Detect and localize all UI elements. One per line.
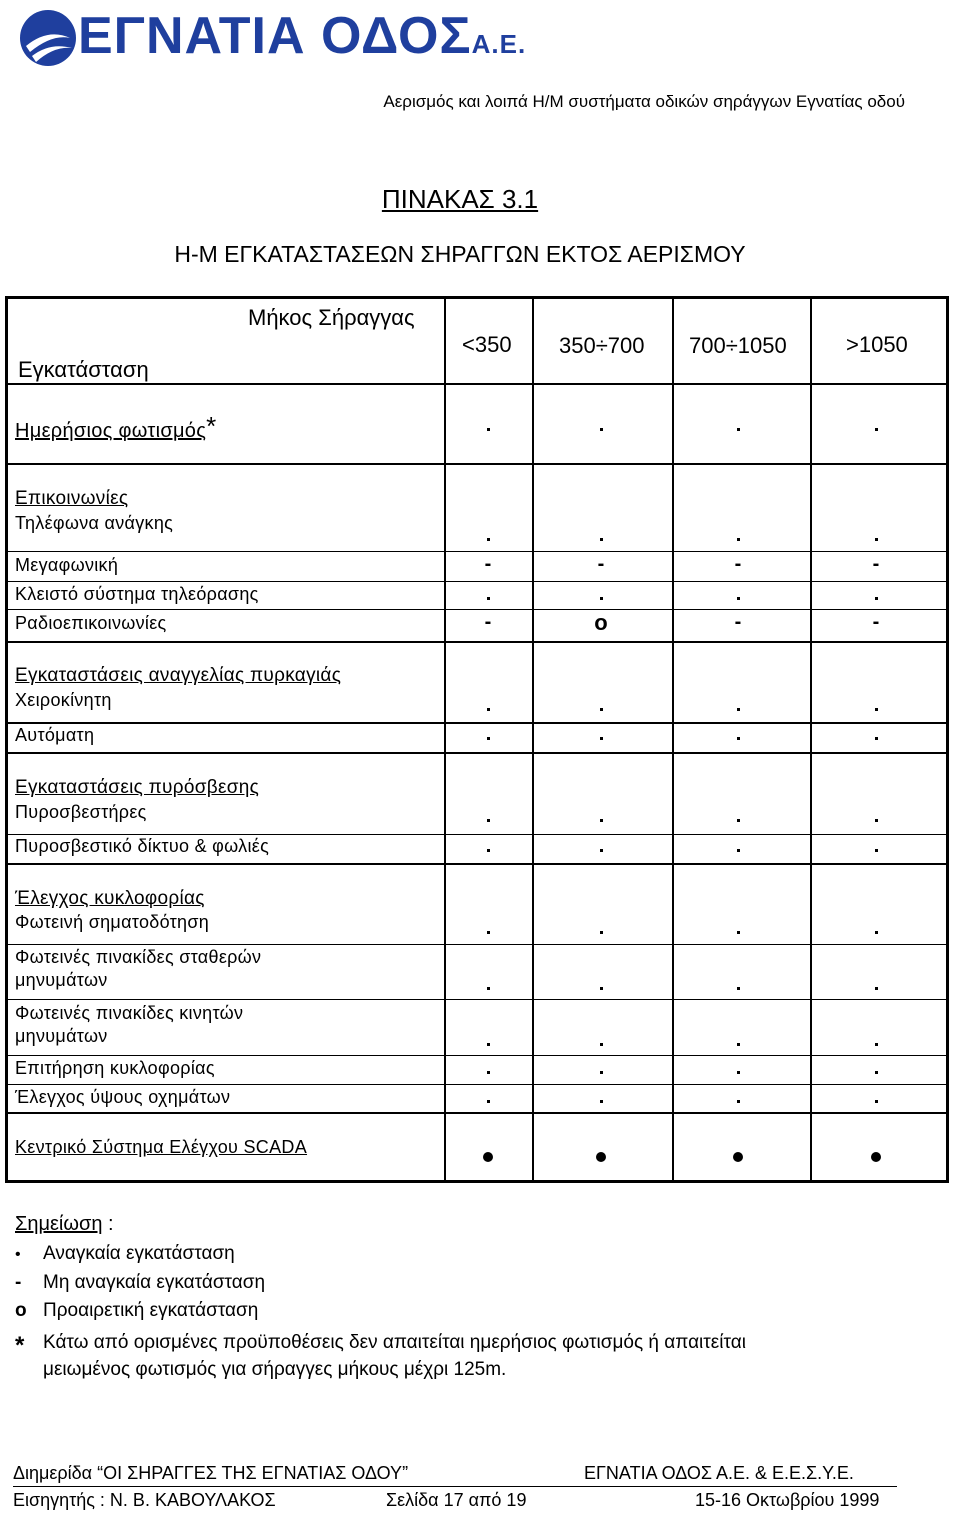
small-dot-mark bbox=[487, 737, 490, 740]
dash-mark: - bbox=[597, 553, 605, 575]
table-subtitle: Η-Μ ΕΓΚΑΤΑΣΤΑΣΕΩΝ ΣΗΡΑΓΓΩΝ ΕΚΤΟΣ ΑΕΡΙΣΜΟΥ bbox=[174, 241, 746, 267]
small-dot-mark bbox=[737, 819, 740, 822]
row-hydrant-network: Πυροσβεστικό δίκτυο & φωλιές bbox=[15, 836, 270, 856]
asterisk-icon: * bbox=[15, 1332, 25, 1359]
small-dot-mark bbox=[737, 708, 740, 711]
row-emergency-phones: Τηλέφωνα ανάγκης bbox=[15, 513, 174, 533]
note-optional: ο Προαιρετική εγκατάσταση bbox=[15, 1300, 259, 1321]
small-dot-mark bbox=[487, 1071, 490, 1074]
small-dot-mark bbox=[875, 538, 878, 541]
dash-mark: - bbox=[872, 553, 880, 575]
small-dot-mark bbox=[875, 849, 878, 852]
row-traffic-monitoring: Επιτήρηση κυκλοφορίας bbox=[15, 1058, 215, 1078]
small-dot-mark bbox=[600, 1100, 603, 1103]
small-dot-mark bbox=[737, 538, 740, 541]
small-dot-mark bbox=[875, 708, 878, 711]
note-daylight-continuation: μειωμένος φωτισμός για σήραγγες μήκους μέχρι 125m. bbox=[43, 1359, 507, 1380]
small-dot-mark bbox=[600, 737, 603, 740]
small-dot-mark bbox=[875, 931, 878, 934]
dash-mark: - bbox=[734, 611, 742, 633]
small-dot-mark bbox=[487, 849, 490, 852]
row-scada: Κεντρικό Σύστημα Ελέγχου SCADA bbox=[15, 1137, 308, 1157]
row-automatic-alarm: Αυτόματη bbox=[15, 725, 95, 745]
dash-mark: - bbox=[484, 553, 492, 575]
note-not-required: - Μη αναγκαία εγκατάσταση bbox=[15, 1272, 266, 1293]
small-dot-mark bbox=[875, 987, 878, 990]
small-dot-mark bbox=[737, 1043, 740, 1046]
footer-speaker: Εισηγητής : Ν. Β. ΚΑΒΟΥΛΑΚΟΣ bbox=[13, 1490, 276, 1510]
dash-mark: - bbox=[734, 553, 742, 575]
small-dot-mark bbox=[487, 819, 490, 822]
header-tunnel-length: Μήκος Σήραγγας bbox=[248, 305, 415, 330]
dash-mark: - bbox=[484, 611, 492, 633]
small-dot-mark bbox=[487, 708, 490, 711]
note-daylight: * Κάτω από ορισμένες προϋποθέσεις δεν απαιτείται ημερήσιος φωτισμός ή απαιτείται bbox=[15, 1332, 746, 1359]
col-gt1050: >1050 bbox=[846, 332, 908, 357]
footer-event: Διημερίδα “ΟΙ ΣΗΡΑΓΓΕΣ ΤΗΣ ΕΓΝΑΤΙΑΣ ΟΔΟΥ” bbox=[13, 1463, 409, 1483]
group-communications: Επικοινωνίες bbox=[15, 488, 129, 509]
col-350-700: 350÷700 bbox=[559, 333, 645, 358]
small-dot-mark bbox=[600, 1071, 603, 1074]
small-dot-mark bbox=[737, 428, 740, 431]
footer-date: 15-16 Οκτωβρίου 1999 bbox=[695, 1490, 880, 1510]
col-lt350: <350 bbox=[462, 332, 512, 357]
small-dot-mark bbox=[737, 931, 740, 934]
row-radio: Ραδιοεπικοινωνίες bbox=[15, 613, 167, 633]
row-public-address: Μεγαφωνική bbox=[15, 555, 119, 575]
small-dot-mark bbox=[875, 1071, 878, 1074]
small-dot-mark bbox=[737, 1100, 740, 1103]
small-dot-mark bbox=[737, 737, 740, 740]
small-dot-mark bbox=[600, 1043, 603, 1046]
small-dot-mark bbox=[737, 597, 740, 600]
small-dot-mark bbox=[875, 1100, 878, 1103]
required-dot-mark bbox=[483, 1152, 493, 1162]
small-dot-mark bbox=[600, 708, 603, 711]
row-variable-signs-2: μηνυμάτων bbox=[15, 1026, 108, 1046]
small-dot-mark bbox=[487, 931, 490, 934]
logo-emblem-icon bbox=[18, 8, 78, 68]
small-dot-mark bbox=[875, 428, 878, 431]
small-dot-mark bbox=[600, 931, 603, 934]
group-traffic-control: Έλεγχος κυκλοφορίας bbox=[15, 888, 205, 909]
footer-organizers: ΕΓΝΑΤΙΑ ΟΔΟΣ Α.Ε. & Ε.Ε.Σ.Υ.Ε. bbox=[584, 1463, 854, 1483]
row-fixed-signs-1: Φωτεινές πινακίδες σταθερών bbox=[15, 947, 262, 967]
dash-mark: - bbox=[872, 611, 880, 633]
small-dot-mark bbox=[875, 819, 878, 822]
notes-heading: Σημείωση : bbox=[15, 1213, 114, 1235]
small-dot-mark bbox=[487, 987, 490, 990]
row-traffic-lights: Φωτεινή σηματοδότηση bbox=[15, 912, 210, 932]
required-dot-mark bbox=[596, 1152, 606, 1162]
row-height-control: Έλεγχος ύψους οχημάτων bbox=[15, 1087, 231, 1107]
row-daylight: Ημερήσιος φωτισμός* bbox=[15, 411, 217, 442]
bullet-icon: • bbox=[15, 1246, 21, 1263]
row-cctv: Κλειστό σύστημα τηλεόρασης bbox=[15, 584, 259, 604]
note-required: • Αναγκαία εγκατάσταση bbox=[15, 1243, 235, 1264]
small-dot-mark bbox=[487, 428, 490, 431]
table-title: ΠΙΝΑΚΑΣ 3.1 bbox=[381, 184, 539, 214]
small-dot-mark bbox=[487, 1043, 490, 1046]
small-dot-mark bbox=[875, 737, 878, 740]
footer-page: Σελίδα 17 από 19 bbox=[386, 1490, 527, 1510]
small-dot-mark bbox=[737, 1071, 740, 1074]
group-fire-alarm: Εγκαταστάσεις αναγγελίας πυρκαγιάς bbox=[15, 665, 342, 686]
circle-icon: ο bbox=[15, 1300, 27, 1321]
footer-divider bbox=[13, 1486, 897, 1487]
small-dot-mark bbox=[600, 428, 603, 431]
small-dot-mark bbox=[600, 987, 603, 990]
small-dot-mark bbox=[875, 597, 878, 600]
dash-icon: - bbox=[15, 1272, 22, 1293]
group-fire-extinguishing: Εγκαταστάσεις πυρόσβεσης bbox=[15, 777, 260, 798]
small-dot-mark bbox=[487, 1100, 490, 1103]
small-dot-mark bbox=[487, 597, 490, 600]
required-dot-mark bbox=[871, 1152, 881, 1162]
small-dot-mark bbox=[600, 849, 603, 852]
row-variable-signs-1: Φωτεινές πινακίδες κινητών bbox=[15, 1003, 244, 1023]
small-dot-mark bbox=[487, 538, 490, 541]
small-dot-mark bbox=[600, 538, 603, 541]
small-dot-mark bbox=[600, 597, 603, 600]
logo bbox=[18, 8, 78, 68]
row-extinguishers: Πυροσβεστήρες bbox=[15, 802, 147, 822]
logo-text: ΕΓΝΑΤΙΑ ΟΔΟΣΑ.Ε. bbox=[78, 7, 527, 65]
row-fixed-signs-2: μηνυμάτων bbox=[15, 970, 108, 990]
col-700-1050: 700÷1050 bbox=[689, 333, 787, 358]
row-manual-alarm: Χειροκίνητη bbox=[15, 690, 112, 710]
small-dot-mark bbox=[737, 849, 740, 852]
header-installation: Εγκατάσταση bbox=[18, 357, 149, 382]
logo-suffix: Α.Ε. bbox=[471, 29, 527, 59]
small-dot-mark bbox=[875, 1043, 878, 1046]
small-dot-mark bbox=[737, 987, 740, 990]
document-subtitle: Αερισμός και λοιπά Η/Μ συστήματα οδικών σηράγγων Εγνατίας οδού bbox=[383, 92, 905, 111]
optional-mark: ο bbox=[594, 610, 608, 635]
required-dot-mark bbox=[733, 1152, 743, 1162]
small-dot-mark bbox=[600, 819, 603, 822]
